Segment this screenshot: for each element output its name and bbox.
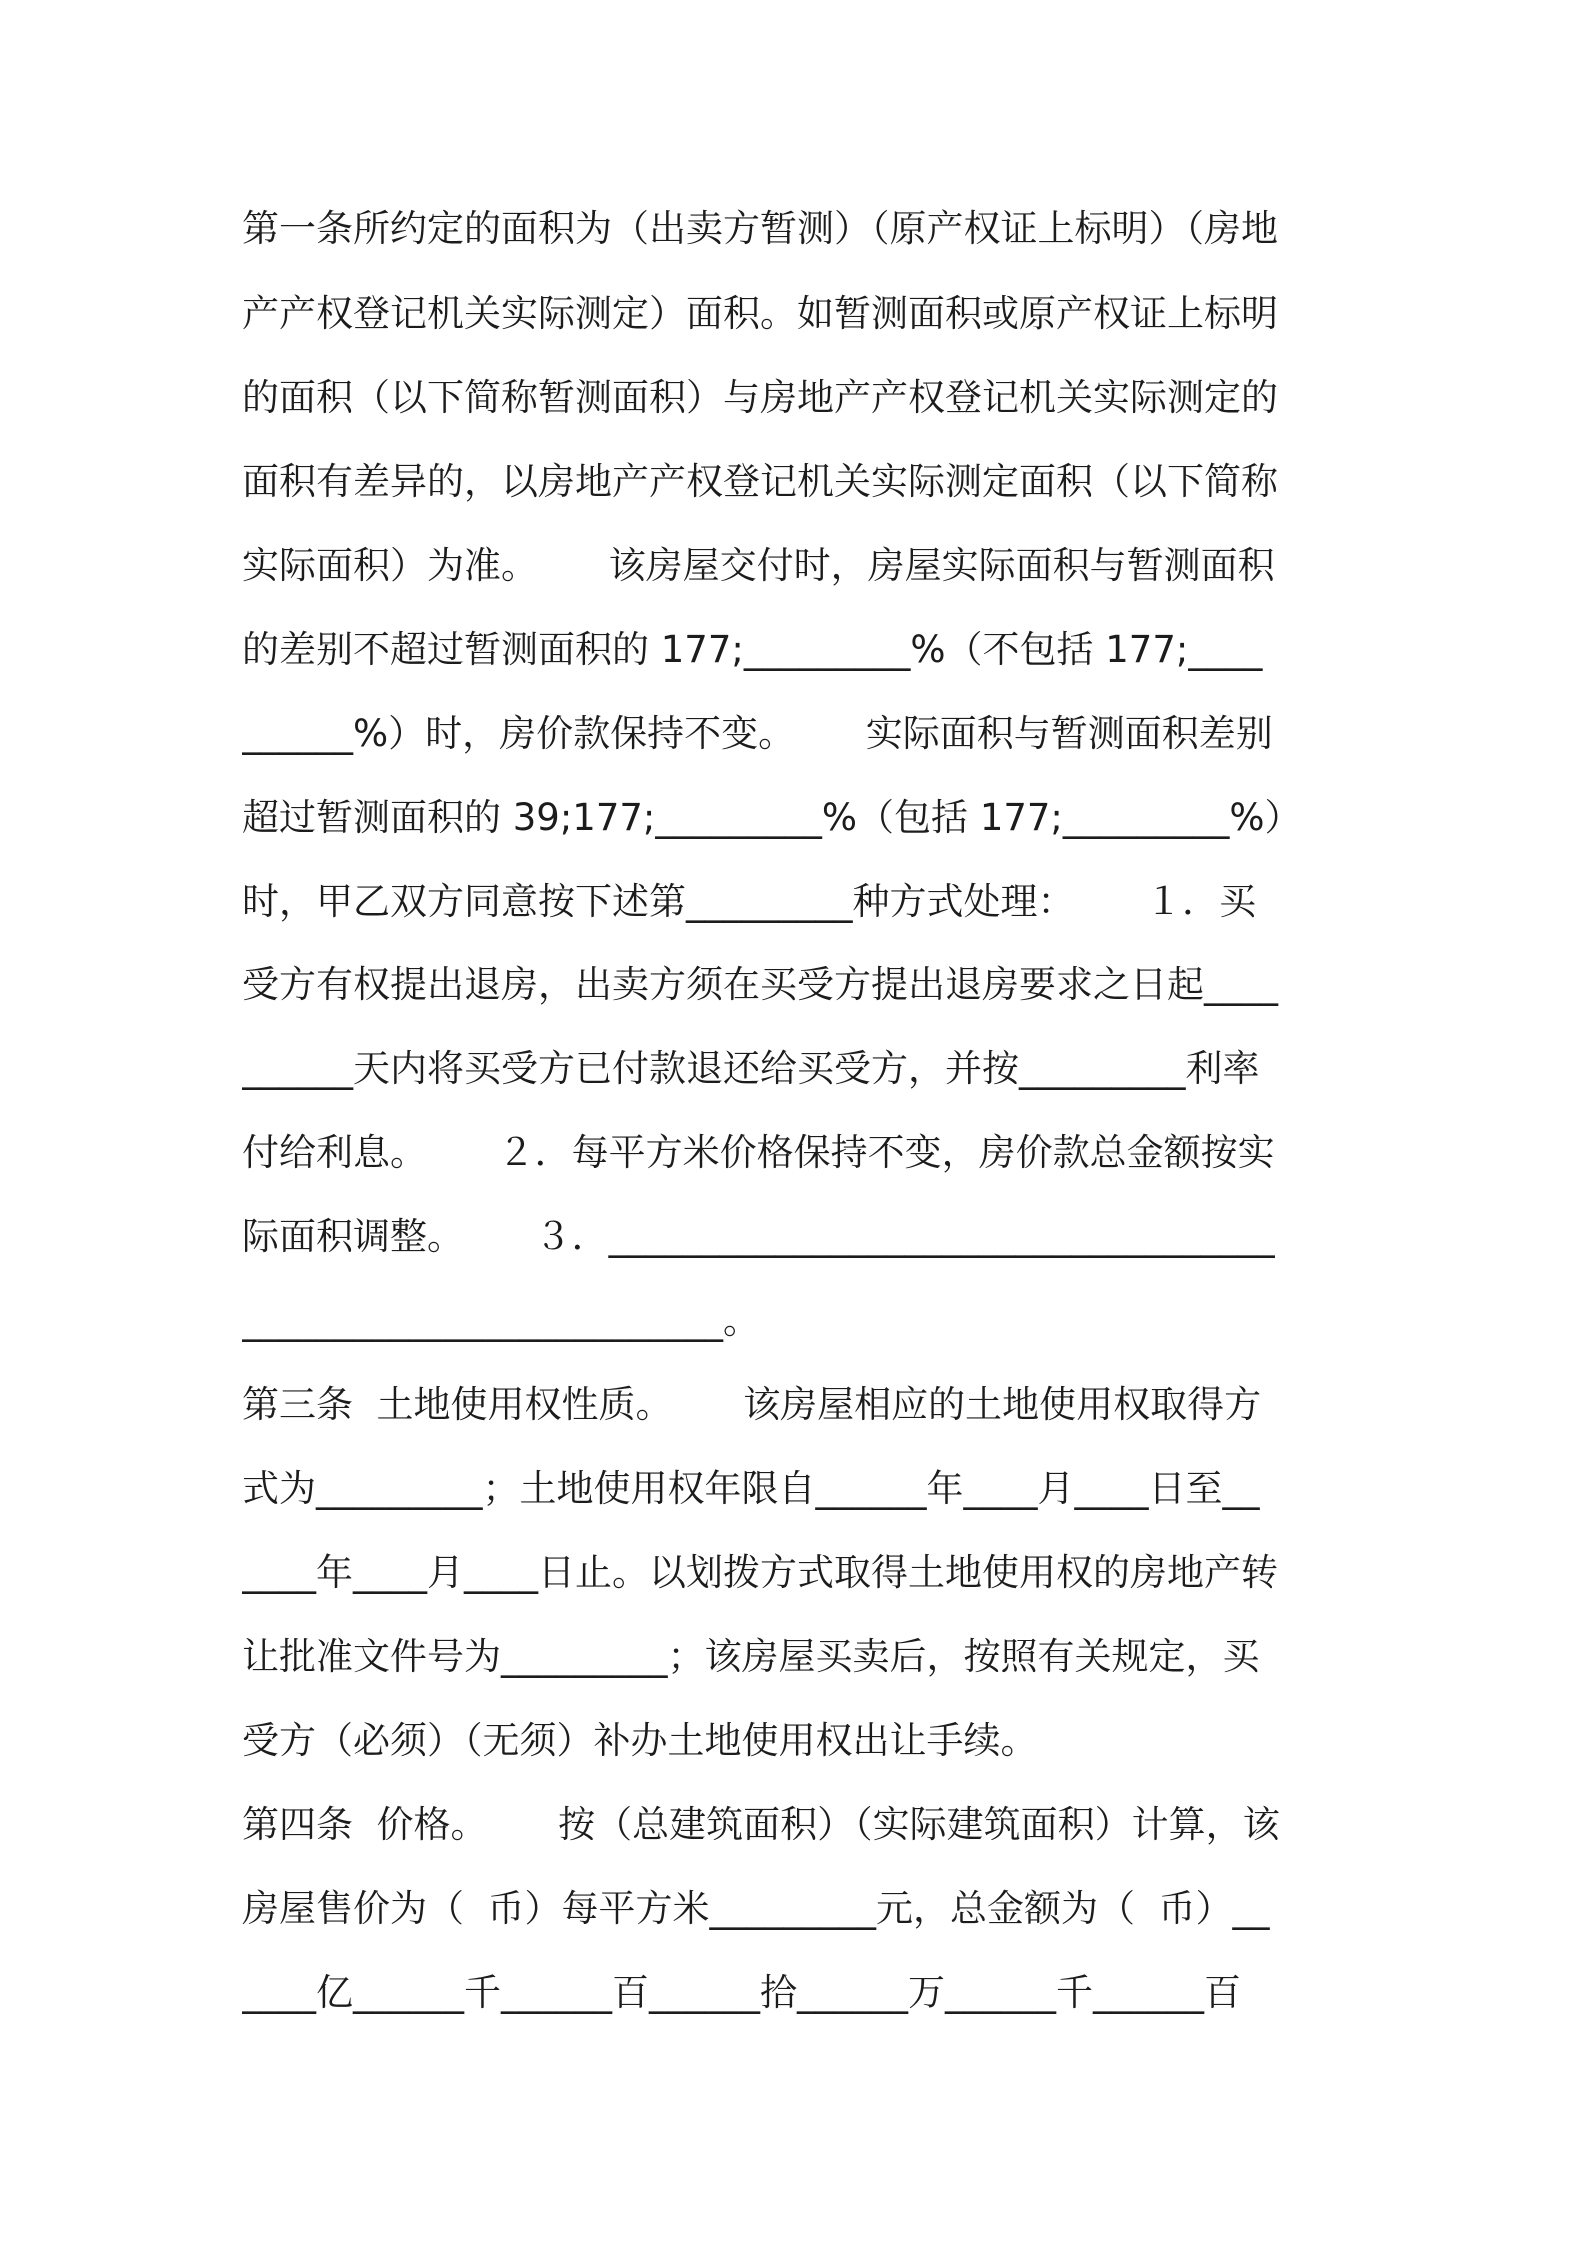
text-line: ____年____月____日止。以划拨方式取得土地使用权的房地产转: [242, 1551, 1278, 1594]
text-line: 式为_________；土地使用权年限自______年____月____日至__: [242, 1467, 1260, 1510]
text-line: 际面积调整。 ３．____________________________________: [242, 1215, 1275, 1258]
text-line: 的差别不超过暂测面积的 177;_________%（不包括 177;____: [242, 628, 1263, 671]
text-line: 的面积（以下简称暂测面积）与房地产产权登记机关实际测定的: [242, 376, 1278, 419]
text-line: ____亿______千______百______拾______万______千______百: [242, 1971, 1241, 2014]
text-line: 第三条 土地使用权性质。 该房屋相应的土地使用权取得方: [242, 1383, 1262, 1426]
text-line: 实际面积）为准。 该房屋交付时，房屋实际面积与暂测面积: [242, 544, 1275, 587]
text-line: 面积有差异的，以房地产产权登记机关实际测定面积（以下简称: [242, 460, 1278, 503]
text-line: ______%）时，房价款保持不变。 实际面积与暂测面积差别: [242, 712, 1273, 755]
text-line: 时，甲乙双方同意按下述第_________种方式处理： １．买: [242, 880, 1257, 923]
text-line: 第一条所约定的面积为（出卖方暂测）（原产权证上标明）（房地: [242, 207, 1278, 250]
text-line: 房屋售价为（ 币）每平方米_________元，总金额为（ 币）__: [242, 1887, 1270, 1930]
text-line: 受方有权提出退房，出卖方须在买受方提出退房要求之日起____: [242, 963, 1278, 1006]
text-line: ______天内将买受方已付款退还给买受方，并按_________利率: [242, 1047, 1260, 1090]
text-line: 付给利息。 ２．每平方米价格保持不变，房价款总金额按实: [242, 1131, 1275, 1174]
text-line: 第四条 价格。 按（总建筑面积）（实际建筑面积）计算，该: [242, 1803, 1280, 1846]
text-line: 超过暂测面积的 39;177;_________%（包括 177;_________%）: [242, 796, 1302, 839]
text-line: 受方（必须）（无须）补办土地使用权出让手续。: [242, 1719, 1038, 1762]
text-line: 让批准文件号为_________；该房屋买卖后，按照有关规定，买: [242, 1635, 1260, 1678]
text-line: 产产权登记机关实际测定）面积。如暂测面积或原产权证上标明: [242, 292, 1278, 335]
text-line: __________________________。: [242, 1299, 760, 1342]
